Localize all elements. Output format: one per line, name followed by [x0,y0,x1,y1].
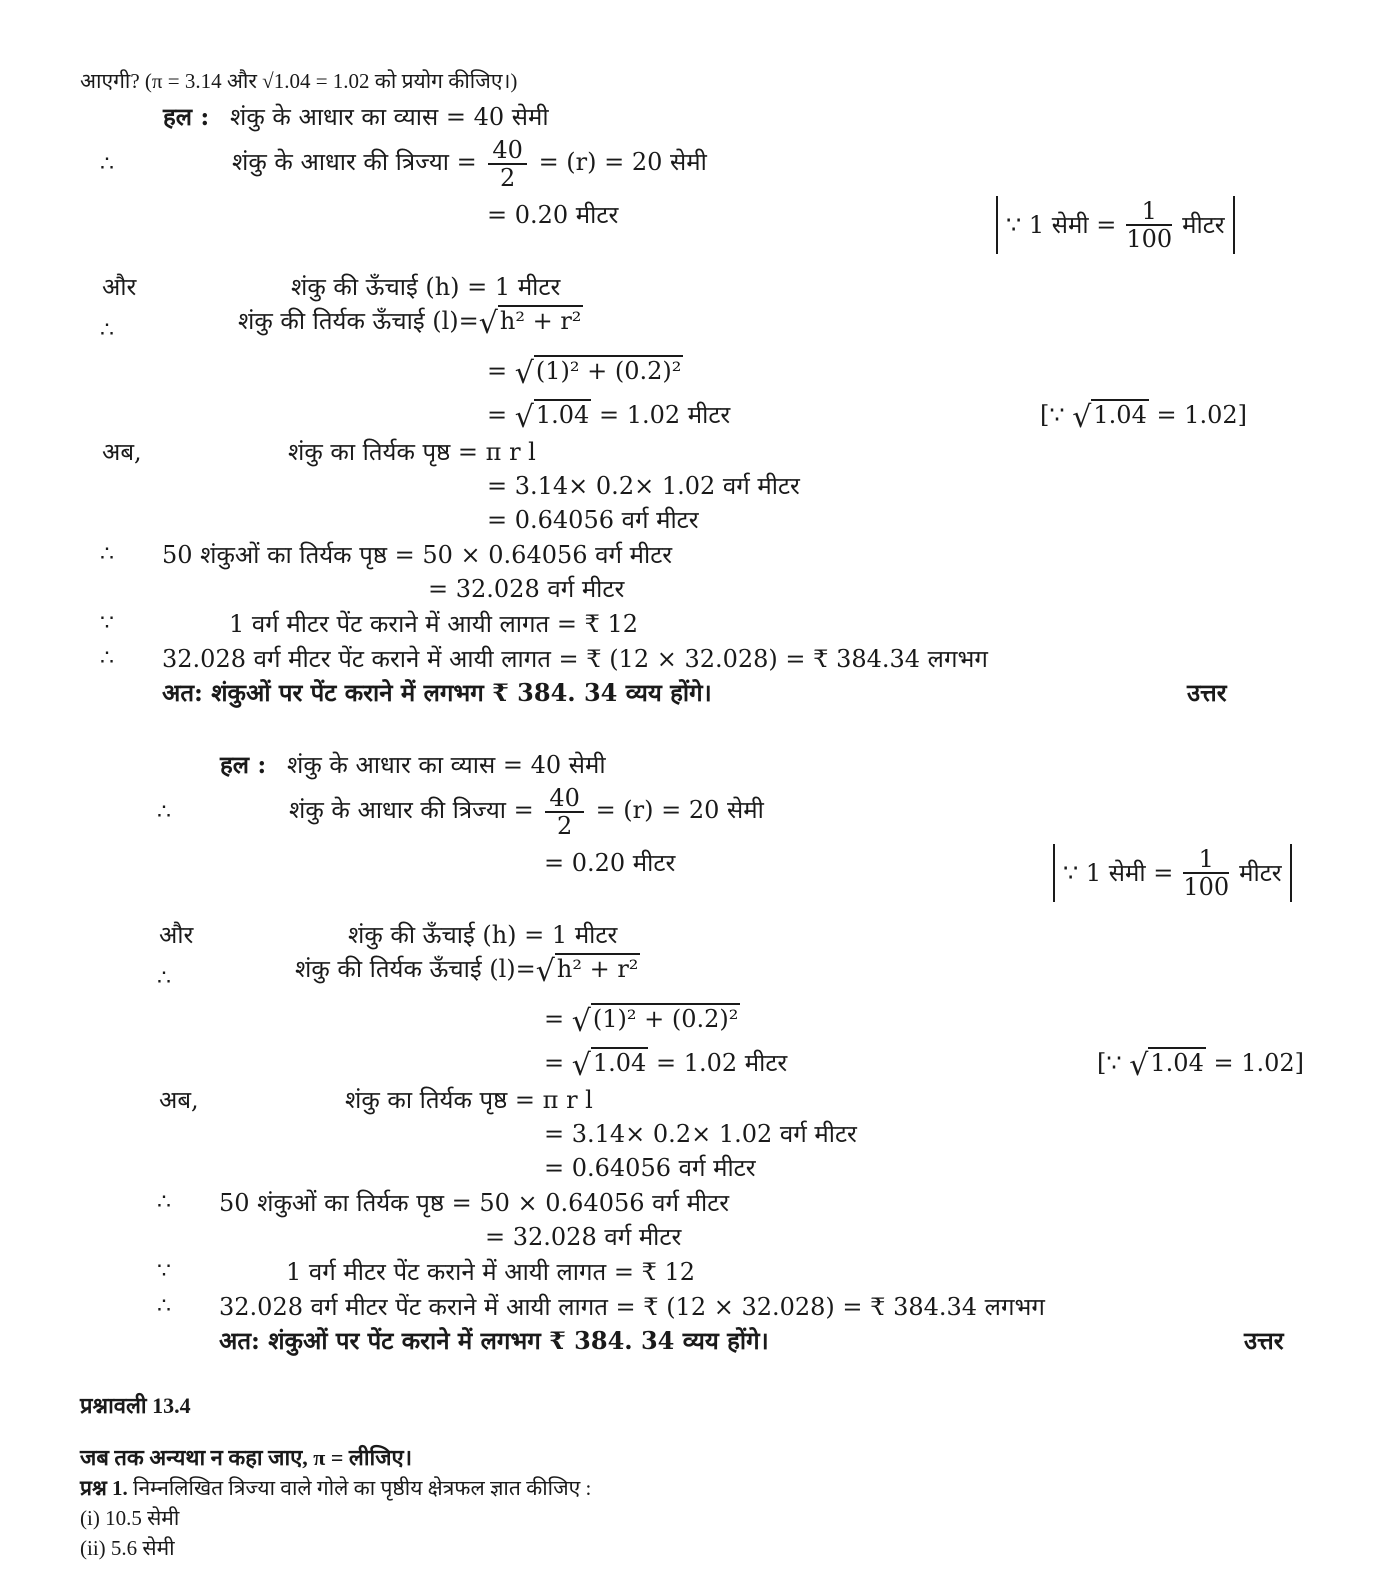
answer-label: उत्तर [1244,1326,1284,1355]
therefore-symbol: ∴ [100,646,114,671]
total-cost-line: 32.028 वर्ग मीटर पेंट कराने में आयी लागत = ₹ (12 × 32.028) = ₹ 384.34 लगभग [219,1293,1045,1321]
hal-label: हल : [163,102,210,131]
diameter-line: शंकु के आधार का व्यास = 40 सेमी [287,751,606,779]
conclusion-line: अत: शंकुओं पर पेंट कराने में लगभग ₹ 384. 34 व्यय होंगे। [219,1326,769,1355]
therefore-symbol: ∴ [157,1294,171,1319]
because-symbol: ∵ [100,611,114,636]
question-1-label: प्रश्न 1. [80,1476,128,1500]
therefore-symbol: ∴ [157,1190,171,1215]
slant-height-line: शंकु की तिर्यक ऊँचाई (l)=√h² + r² [238,306,582,341]
because-symbol: ∵ [157,1259,171,1284]
exercise-instruction: जब तक अन्यथा न कहा जाए, π = लीजिए। [80,1445,413,1470]
radius-line: शंकु के आधार की त्रिज्या = $\frac{40}{2}$ = (r) = 20 सेमी [289,783,764,840]
question-1 [80,1474,591,1502]
radius-fraction: $\frac{40}{2}$ [545,785,584,839]
solution-block-1 [0,0,1389,720]
height-line: शंकु की ऊँचाई (h) = 1 मीटर [291,273,561,301]
conclusion-line: अत: शंकुओं पर पेंट कराने में लगभग ₹ 384. 34 व्यय होंगे। [162,678,712,707]
slant-height-step2: = √(1)² + (0.2)² [487,356,682,391]
aur-label: और [102,273,137,301]
lateral-surface-step3: = 0.64056 वर्ग मीटर [487,506,699,534]
cost-per-sqm-line: 1 वर्ग मीटर पेंट कराने में आयी लागत = ₹ 12 [229,610,639,638]
slant-height-line: शंकु की तिर्यक ऊँचाई (l)=√h² + r² [295,954,639,989]
sqrt-note: [∵ √1.04 = 1.02] [1040,400,1248,435]
unit-note: ∵ 1 सेमी = $\frac{1}{100}$ मीटर [1053,844,1292,902]
question-1-part-ii: (ii) 5.6 सेमी [80,1536,175,1560]
lateral-surface-step2: = 3.14× 0.2× 1.02 वर्ग मीटर [487,472,800,500]
therefore-symbol: ∴ [100,542,114,567]
unit-note: ∵ 1 सेमी = $\frac{1}{100}$ मीटर [996,196,1235,254]
answer-label: उत्तर [1187,678,1227,707]
therefore-symbol: ∴ [157,966,171,991]
cost-per-sqm-line: 1 वर्ग मीटर पेंट कराने में आयी लागत = ₹ 12 [286,1258,696,1286]
lateral-surface-step3: = 0.64056 वर्ग मीटर [544,1154,756,1182]
fifty-cones-result: = 32.028 वर्ग मीटर [485,1223,682,1251]
slant-height-step2: = √(1)² + (0.2)² [544,1004,739,1039]
ab-label: अब, [159,1086,199,1114]
lateral-surface-step2: = 3.14× 0.2× 1.02 वर्ग मीटर [544,1120,857,1148]
hal-label: हल : [220,750,267,779]
solution-block-2 [57,648,1389,1368]
height-line: शंकु की ऊँचाई (h) = 1 मीटर [348,921,618,949]
question-1-part-i: (i) 10.5 सेमी [80,1506,180,1530]
lateral-surface-line: शंकु का तिर्यक पृष्ठ = π r l [288,438,536,466]
therefore-symbol: ∴ [100,152,114,177]
sqrt-note: [∵ √1.04 = 1.02] [1097,1048,1305,1083]
therefore-symbol: ∴ [100,318,114,343]
question-1-text: निम्नलिखित त्रिज्या वाले गोले का पृष्ठीय क्षेत्रफल ज्ञात कीजिए : [133,1476,592,1500]
fifty-cones-line: 50 शंकुओं का तिर्यक पृष्ठ = 50 × 0.64056 वर्ग मीटर [219,1189,730,1217]
total-cost-line: 32.028 वर्ग मीटर पेंट कराने में आयी लागत = ₹ (12 × 32.028) = ₹ 384.34 लगभग [162,645,988,673]
radius-meter-line: = 0.20 मीटर [544,849,676,877]
fifty-cones-line: 50 शंकुओं का तिर्यक पृष्ठ = 50 × 0.64056 वर्ग मीटर [162,541,673,569]
radius-fraction: $\frac{40}{2}$ [488,137,527,191]
radius-line: शंकु के आधार की त्रिज्या = $\frac{40}{2}$ = (r) = 20 सेमी [232,135,707,192]
lateral-surface-line: शंकु का तिर्यक पृष्ठ = π r l [345,1086,593,1114]
aur-label: और [159,921,194,949]
diameter-line: शंकु के आधार का व्यास = 40 सेमी [230,103,549,131]
slant-height-step3: = √1.04 = 1.02 मीटर [544,1048,788,1083]
radius-meter-line: = 0.20 मीटर [487,201,619,229]
therefore-symbol: ∴ [157,800,171,825]
top-line: आएगी? (π = 3.14 और √1.04 = 1.02 को प्रयोग कीजिए।) [80,69,518,93]
ab-label: अब, [102,438,142,466]
slant-height-step3: = √1.04 = 1.02 मीटर [487,400,731,435]
exercise-heading: प्रश्नावली 13.4 [80,1393,191,1418]
fifty-cones-result: = 32.028 वर्ग मीटर [428,575,625,603]
